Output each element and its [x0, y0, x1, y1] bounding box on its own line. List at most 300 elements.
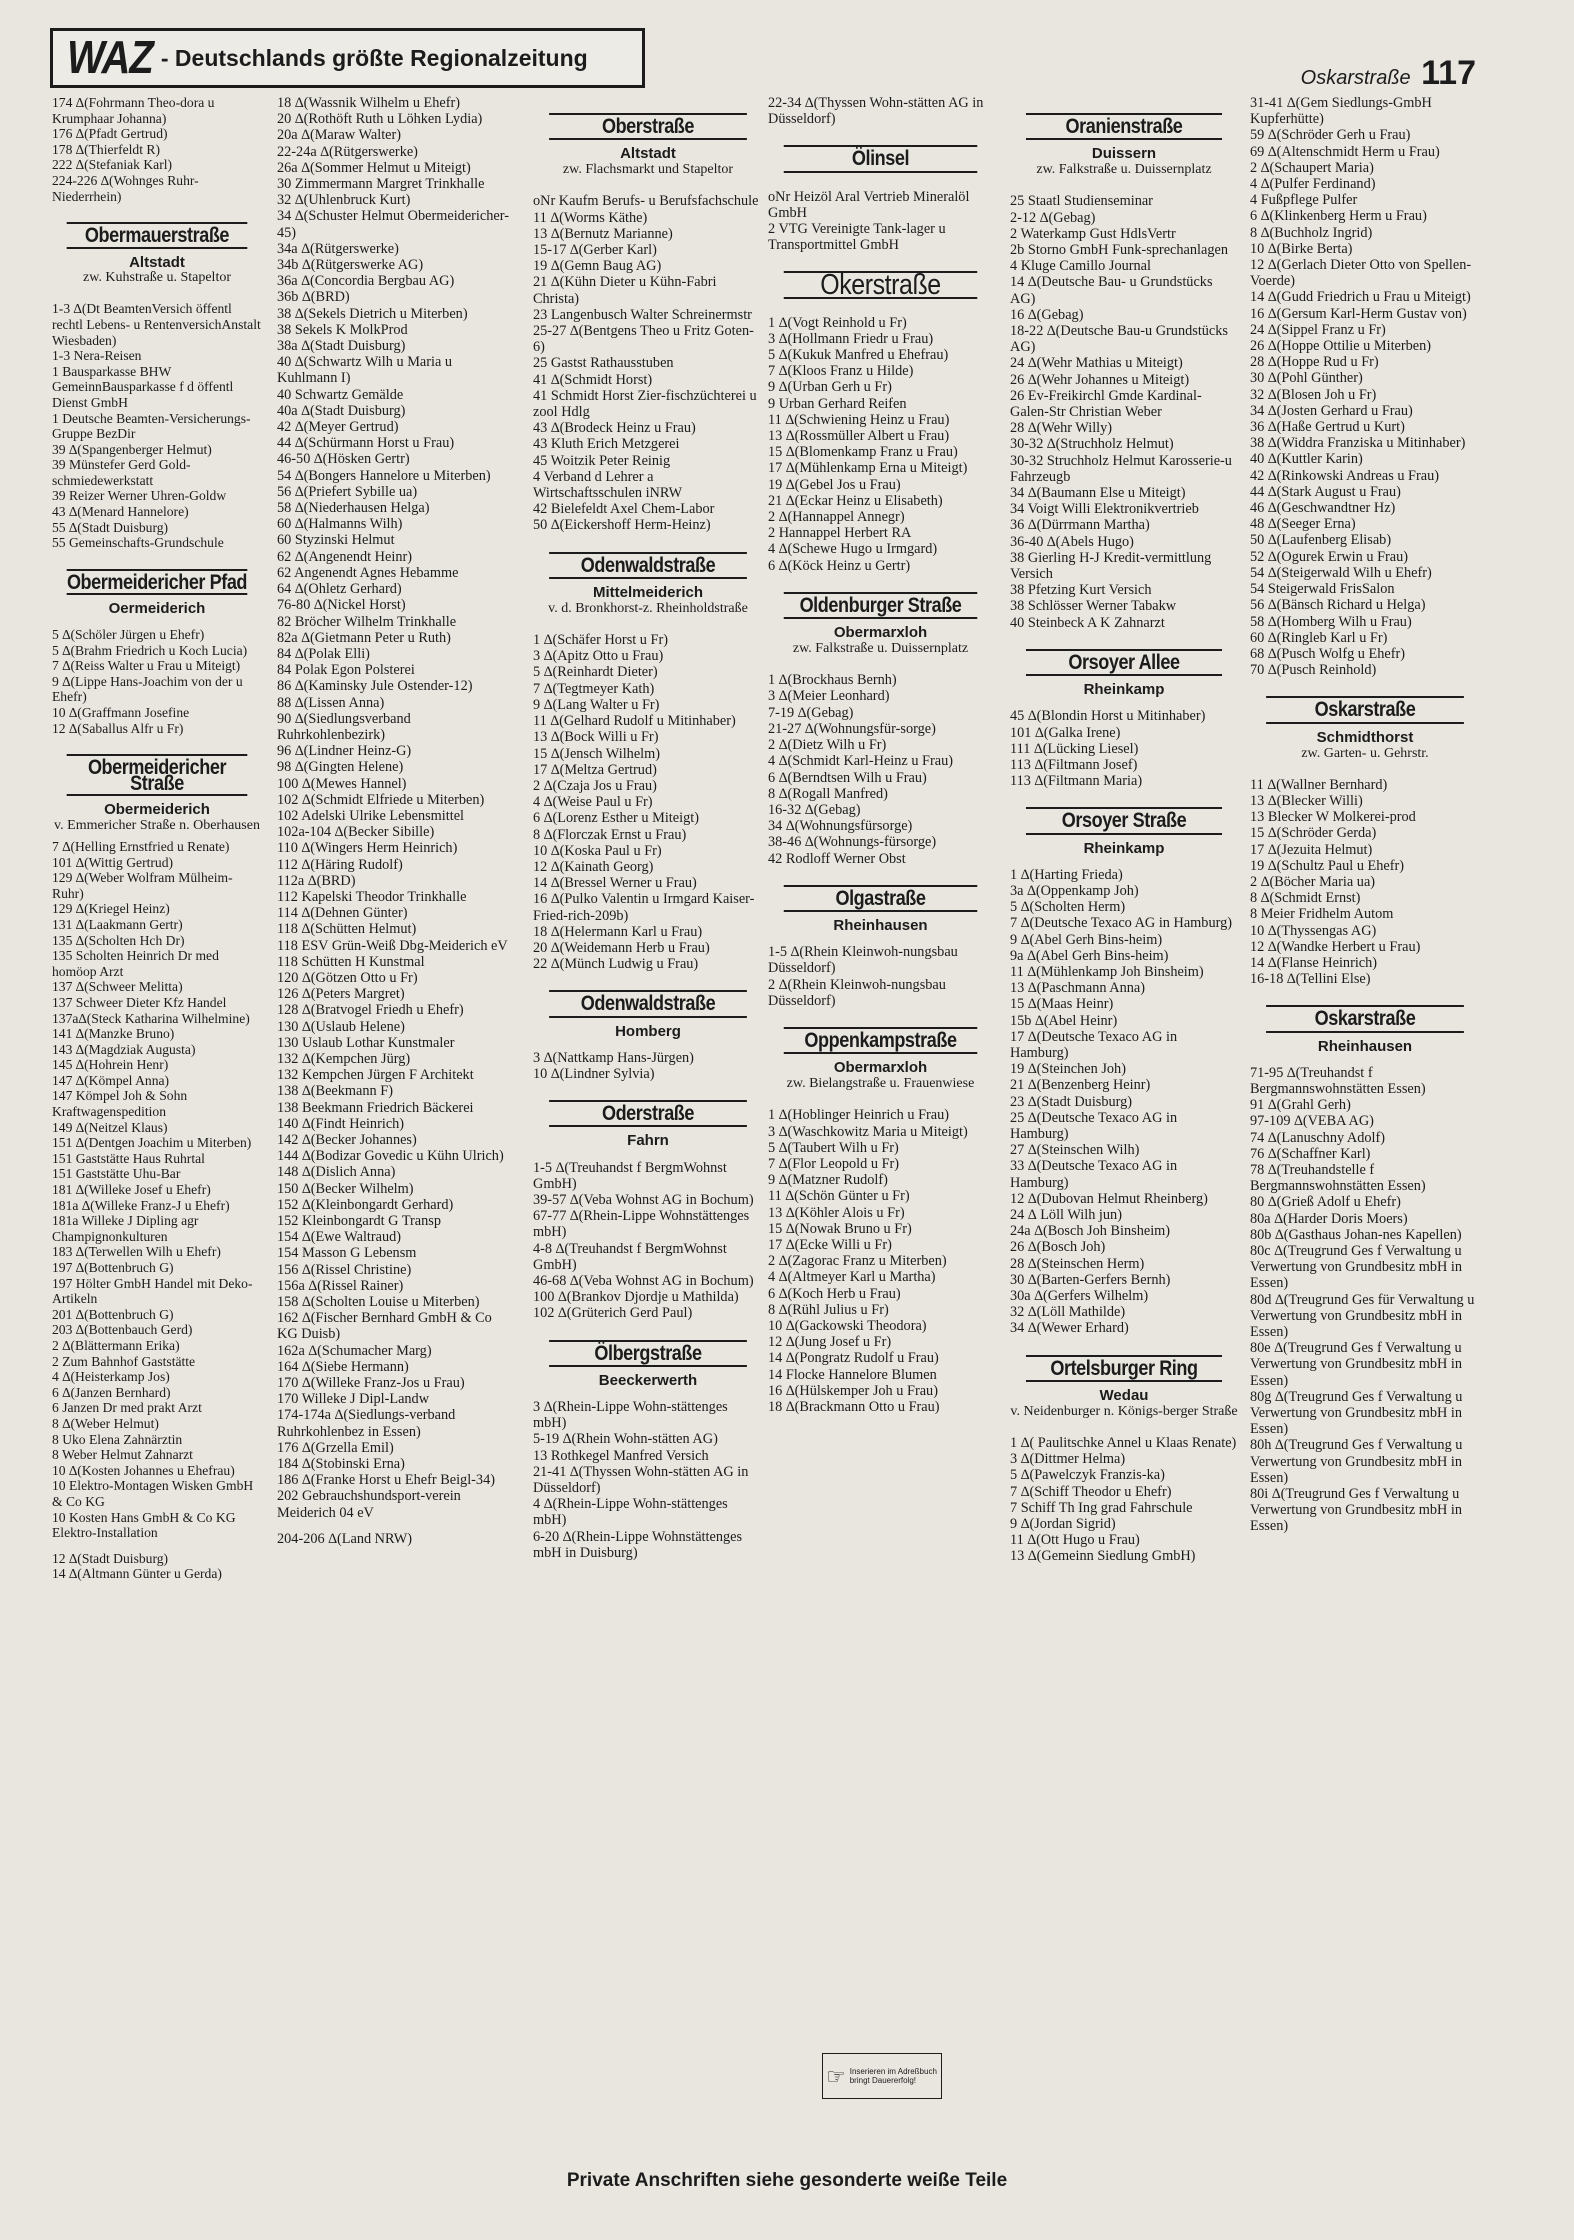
directory-entry: 148 ∆(Dislich Anna) — [277, 1164, 396, 1181]
directory-entry: 10 ∆(Lindner Sylvia) — [533, 1065, 655, 1082]
district-name: Obermarxloh — [833, 1059, 928, 1077]
directory-entry: 9 ∆(Abel Gerh Bins-heim) — [1010, 931, 1163, 948]
directory-entry: 23 ∆(Stadt Duisburg) — [1010, 1093, 1133, 1110]
directory-entry: 203 ∆(Bottenbauch Gerd) — [52, 1322, 193, 1338]
directory-entry: 6 ∆(Köck Heinz u Gertr) — [768, 557, 911, 574]
directory-entry: 32 ∆(Blosen Joh u Fr) — [1250, 386, 1377, 403]
directory-entry: 31-41 ∆(Gem Siedlungs-GmbH Kupferhütte) — [1250, 95, 1432, 128]
directory-entry: 22 ∆(Münch Ludwig u Frau) — [533, 956, 699, 973]
waz-logo: WAZ — [67, 32, 153, 83]
directory-entry: 6-20 ∆(Rhein-Lippe Wohnstättenges mbH in Duisburg) — [533, 1528, 743, 1561]
directory-entry: 9 ∆(Jordan Sigrid) — [1010, 1516, 1116, 1533]
directory-entry: 3 ∆(Apitz Otto u Frau) — [533, 648, 664, 665]
directory-entry: 48 ∆(Seeger Erna) — [1250, 516, 1356, 533]
directory-entry: 184 ∆(Stobinski Erna) — [277, 1456, 405, 1473]
spacer — [52, 617, 262, 627]
directory-entry: 80b ∆(Gasthaus Johan-nes Kapellen) — [1250, 1226, 1462, 1243]
spacer — [1010, 183, 1238, 193]
directory-column-5 — [1010, 95, 1238, 1565]
directory-entry: 1 ∆(Brockhaus Bernh) — [768, 672, 897, 689]
directory-entry: 28 ∆(Wehr Willy) — [1010, 420, 1113, 437]
directory-entry: 118 ESV Grün-Weiß Dbg-Meiderich eV — [277, 937, 508, 954]
directory-entry: 54 ∆(Steigerwald Wilh u Ehefr) — [1250, 564, 1432, 581]
directory-entry: 8 Weber Helmut Zahnarzt — [52, 1447, 193, 1463]
directory-entry: 14 ∆(Bressel Werner u Frau) — [533, 875, 697, 892]
spacer — [1010, 698, 1238, 708]
directory-entry: 1-3 ∆(Dt BeamtenVersich öffentl rechtl Lebens- u RentenversichAnstalt Wiesbaden) — [52, 301, 261, 348]
directory-entry: 149 ∆(Neitzel Klaus) — [52, 1119, 168, 1135]
directory-entry: 9a ∆(Abel Gerh Bins-heim) — [1010, 947, 1169, 964]
directory-entry: 20a ∆(Maraw Walter) — [277, 127, 402, 144]
street-heading: Oppenkampstraße — [784, 1027, 978, 1054]
directory-entry: 2 ∆(Czaja Jos u Frau) — [533, 777, 657, 794]
directory-entry: 13 ∆(Blecker Willi) — [1250, 792, 1363, 809]
directory-entry: 76 ∆(Schaffner Karl) — [1250, 1145, 1371, 1162]
district-name: Rheinkamp — [1083, 839, 1165, 857]
street-range-note: zw. Garten- u. Gehrstr. — [1301, 745, 1429, 761]
directory-entry: 224-226 ∆(Wohnges Ruhr-Niederrhein) — [52, 172, 199, 204]
directory-entry: 204-206 ∆(Land NRW) — [277, 1530, 413, 1547]
directory-entry: 80 ∆(Grieß Adolf u Ehefr) — [1250, 1194, 1401, 1211]
directory-entry: 6 Janzen Dr med prakt Arzt — [52, 1400, 202, 1416]
directory-entry: 174 ∆(Fohrmann Theo-dora u Krumphaar Johanna) — [52, 95, 215, 126]
street-range-note: v. Neidenburger n. Königs-berger Straße — [1010, 1404, 1238, 1420]
pointing-hand-icon: ☞ — [826, 2063, 846, 2089]
directory-entry: 14 ∆(Pongratz Rudolf u Frau) — [768, 1350, 939, 1367]
directory-entry: 34b ∆(Rütgerswerke AG) — [277, 257, 424, 274]
directory-entry: 55 Gemeinschafts-Grundschule — [52, 535, 224, 551]
street-range-note: zw. Falkstraße u. Duissernplatz — [1036, 162, 1212, 178]
directory-entry: 98 ∆(Gingten Helene) — [277, 759, 404, 776]
directory-entry: 38 Gierling H-J Kredit-vermittlung Versich — [1010, 549, 1212, 583]
directory-entry: 201 ∆(Bottenbruch G) — [52, 1306, 174, 1322]
directory-entry: 138 Beekmann Friedrich Bäckerei — [277, 1099, 474, 1116]
directory-entry: 6 ∆(Lorenz Esther u Miteigt) — [533, 810, 699, 827]
directory-entry: 17 ∆(Deutsche Texaco AG in Hamburg) — [1010, 1028, 1178, 1061]
directory-entry: 130 Uslaub Lothar Kunstmaler — [277, 1034, 455, 1051]
spacer — [768, 662, 993, 672]
directory-entry: 197 ∆(Bottenbruch G) — [52, 1260, 174, 1275]
directory-entry: 19 ∆(Gebel Jos u Frau) — [768, 476, 901, 493]
directory-entry: 1 ∆(Schäfer Horst u Fr) — [533, 632, 669, 649]
directory-entry: 78 ∆(Treuhandstelle f Bergmannswohnstätten Essen) — [1250, 1161, 1426, 1195]
directory-entry: 135 ∆(Scholten Hch Dr) — [52, 932, 185, 948]
directory-entry: 2b Storno GmbH Funk-sprechanlagen — [1010, 242, 1228, 259]
directory-entry: 43 ∆(Brodeck Heinz u Frau) — [533, 420, 696, 437]
spacer — [768, 179, 993, 189]
directory-entry: 156a ∆(Rissel Rainer) — [277, 1277, 404, 1294]
directory-entry: 58 ∆(Niederhausen Helga) — [277, 500, 430, 517]
directory-entry: 152 ∆(Kleinbongardt Gerhard) — [277, 1196, 454, 1213]
directory-entry: 60 ∆(Ringleb Karl u Fr) — [1250, 629, 1388, 646]
directory-entry: 4 Verband d Lehrer a Wirtschaftsschulen iNRW — [533, 468, 683, 502]
directory-entry: 4 ∆(Rhein-Lippe Wohn-stättenges mbH) — [533, 1496, 728, 1529]
directory-entry: 38 ∆(Widdra Franziska u Mitinhaber) — [1250, 435, 1466, 452]
directory-entry: 112a ∆(BRD) — [277, 872, 356, 889]
directory-entry: 26 ∆(Bosch Joh) — [1010, 1239, 1106, 1256]
directory-entry: 41 Schmidt Horst Zier-fischzüchterei u zool Hdlg — [533, 387, 757, 421]
directory-entry: 118 Schütten H Kunstmal — [277, 953, 425, 970]
street-heading: Okerstraße — [784, 271, 978, 298]
directory-entry: 12 ∆(Wandke Herbert u Frau) — [1250, 938, 1421, 955]
directory-entry: 112 ∆(Häring Rudolf) — [277, 856, 403, 873]
directory-entry: 114 ∆(Dehnen Günter) — [277, 905, 408, 922]
directory-entry: 42 Rodloff Werner Obst — [768, 850, 906, 867]
directory-entry: 9 ∆(Matzner Rudolf) — [768, 1172, 888, 1189]
directory-entry: 15-17 ∆(Gerber Karl) — [533, 242, 657, 259]
district-name: Rheinhausen — [1317, 1037, 1413, 1055]
directory-entry: 11 ∆(Worms Käthe) — [533, 209, 648, 226]
directory-column-1 — [52, 95, 262, 1582]
directory-entry: 16 ∆(Gebag) — [1010, 306, 1084, 323]
directory-entry: 15 ∆(Jensch Wilhelm) — [533, 745, 661, 762]
spacer — [1010, 1425, 1238, 1435]
spacer — [277, 1521, 515, 1531]
directory-entry: 17 ∆(Meltza Gertrud) — [533, 761, 657, 778]
advert-box — [822, 2053, 942, 2099]
directory-entry: 36 ∆(Dürrmann Martha) — [1010, 517, 1150, 534]
directory-entry: 62 ∆(Angenendt Heinr) — [277, 548, 412, 565]
directory-entry: 34 ∆(Baumann Else u Miteigt) — [1010, 485, 1186, 502]
directory-entry: 202 Gebrauchshundsport-verein Meiderich 04 eV — [277, 1488, 461, 1521]
directory-entry: 129 ∆(Kriegel Heinz) — [52, 901, 170, 917]
directory-entry: 62 Angenendt Agnes Hebamme — [277, 564, 459, 581]
directory-entry: oNr Heizöl Aral Vertrieb Mineralöl GmbH — [768, 188, 970, 221]
directory-entry: 3 ∆(Nattkamp Hans-Jürgen) — [533, 1049, 694, 1066]
page-number: 117 — [1421, 54, 1476, 92]
directory-entry: 21-41 ∆(Thyssen Wohn-stätten AG in Düsseldorf) — [533, 1463, 749, 1497]
directory-entry: 2 ∆(Zagorac Franz u Miterben) — [768, 1253, 947, 1270]
directory-entry: 80a ∆(Harder Doris Moers) — [1250, 1210, 1408, 1227]
directory-entry: 30 ∆(Pohl Günther) — [1250, 370, 1363, 387]
directory-column-3 — [533, 95, 763, 1561]
directory-entry: 7-19 ∆(Gebag) — [768, 704, 854, 721]
directory-entry: 36a ∆(Concordia Bergbau AG) — [277, 273, 455, 290]
district-name: Obermarxloh — [833, 624, 928, 642]
directory-entry: 4 ∆(Weise Paul u Fr) — [533, 794, 653, 811]
directory-entry: 16-18 ∆(Tellini Else) — [1250, 971, 1371, 988]
directory-entry: 38a ∆(Stadt Duisburg) — [277, 338, 406, 355]
directory-entry: 43 ∆(Menard Hannelore) — [52, 504, 189, 520]
directory-entry: 8 ∆(Buchholz Ingrid) — [1250, 224, 1373, 241]
directory-entry: 82a ∆(Gietmann Peter u Ruth) — [277, 629, 451, 646]
directory-entry: 19 ∆(Schultz Paul u Ehefr) — [1250, 857, 1405, 874]
directory-entry: 22-24a ∆(Rütgerswerke) — [277, 143, 418, 160]
directory-entry: 20 ∆(Weidemann Herb u Frau) — [533, 939, 710, 956]
district-name: Altstadt — [620, 145, 676, 163]
directory-entry: 181a Willeke J Dipling agr Champignonkulturen — [52, 1213, 199, 1244]
directory-entry: 111 ∆(Lücking Liesel) — [1010, 740, 1139, 757]
directory-entry: 10 Elektro-Montagen Wisken GmbH & Co KG — [52, 1478, 254, 1509]
street-heading: Orsoyer Allee — [1026, 649, 1222, 676]
directory-entry: 129 ∆(Weber Wolfram Mülheim-Ruhr) — [52, 870, 233, 901]
spacer — [768, 305, 993, 315]
directory-entry: 4-8 ∆(Treuhandst f BergmWohnst GmbH) — [533, 1240, 727, 1273]
directory-entry: 158 ∆(Scholten Louise u Miterben) — [277, 1294, 480, 1311]
directory-entry: 45 ∆(Blondin Horst u Mitinhaber) — [1010, 708, 1206, 725]
directory-entry: 100 ∆(Brankov Djordje u Mathilda) — [533, 1289, 739, 1306]
district-name: Altstadt — [129, 253, 185, 271]
directory-entry: 2 Hannappel Herbert RA — [768, 525, 912, 542]
district-name: Beeckerwerth — [598, 1371, 698, 1389]
directory-entry: 12 ∆(Stadt Duisburg) — [52, 1550, 169, 1566]
directory-entry: 6 ∆(Janzen Bernhard) — [52, 1384, 171, 1400]
directory-entry: 1 ∆(Vogt Reinhold u Fr) — [768, 314, 907, 331]
directory-entry: 151 Gaststätte Haus Ruhrtal — [52, 1150, 205, 1166]
street-heading: Odenwaldstraße — [549, 990, 747, 1017]
directory-entry: 13 ∆(Paschmann Anna) — [1010, 980, 1146, 997]
directory-entry: 2 Waterkamp Gust HdlsVertr — [1010, 225, 1176, 242]
directory-entry: 4 Kluge Camillo Journal — [1010, 258, 1151, 275]
directory-entry: 3 ∆(Rhein-Lippe Wohn-stättenges mbH) — [533, 1399, 728, 1432]
directory-entry: 80e ∆(Treugrund Ges f Verwaltung u Verwertung von Grundbesitz mbH in Essen) — [1250, 1340, 1463, 1389]
advert-text: Inserieren im Adreßbuch bringt Dauererfolg! — [849, 2067, 937, 2085]
directory-entry: 13 ∆(Rossmüller Albert u Frau) — [768, 428, 950, 445]
directory-entry: 41 ∆(Schmidt Horst) — [533, 371, 653, 388]
directory-entry: 4 ∆(Schmidt Karl-Heinz u Frau) — [768, 753, 954, 770]
directory-entry: oNr Kaufm Berufs- u Berufsfachschule — [533, 193, 759, 210]
directory-entry: 38 Pfetzing Kurt Versich — [1010, 582, 1152, 599]
directory-entry: 110 ∆(Wingers Herm Heinrich) — [277, 840, 458, 857]
directory-entry: 140 ∆(Findt Heinrich) — [277, 1115, 405, 1132]
directory-entry: 4 ∆(Pulfer Ferdinand) — [1250, 176, 1376, 193]
directory-entry: 162 ∆(Fischer Bernhard GmbH & Co KG Duisb) — [277, 1310, 492, 1343]
directory-entry: 84 Polak Egon Polsterei — [277, 662, 415, 679]
directory-entry: 2 VTG Vereinigte Tank-lager u Transportmittel GmbH — [768, 221, 946, 254]
street-range-note: zw. Bielangstraße u. Frauenwiese — [786, 1076, 975, 1092]
directory-entry: 4 ∆(Schewe Hugo u Irmgard) — [768, 541, 938, 558]
directory-entry: 9 Urban Gerhard Reifen — [768, 395, 907, 412]
directory-entry: 143 ∆(Magdziak Augusta) — [52, 1041, 196, 1057]
directory-entry: 67-77 ∆(Rhein-Lippe Wohnstättenges mbH) — [533, 1208, 750, 1241]
directory-entry: 113 ∆(Filtmann Maria) — [1010, 773, 1143, 790]
directory-entry: 45 Woitzik Peter Reinig — [533, 452, 671, 469]
directory-entry: 12 ∆(Dubovan Helmut Rheinberg) — [1010, 1190, 1208, 1207]
directory-entry: 80g ∆(Treugrund Ges f Verwaltung u Verwertung von Grundbesitz mbH in Essen) — [1250, 1388, 1463, 1438]
directory-entry: 13 ∆(Bock Willi u Fr) — [533, 729, 659, 746]
directory-entry: 10 ∆(Gackowski Theodora) — [768, 1317, 927, 1334]
directory-entry: 16-32 ∆(Gebag) — [768, 801, 861, 818]
street-heading: Olgastraße — [784, 885, 978, 912]
directory-entry: 113 ∆(Filtmann Josef) — [1010, 756, 1138, 773]
directory-entry: 13 ∆(Köhler Alois u Fr) — [768, 1204, 905, 1221]
street-heading: Ölinsel — [784, 145, 978, 172]
street-heading: Oldenburger Straße — [784, 592, 978, 619]
directory-entry: 39-57 ∆(Veba Wohnst AG in Bochum) — [533, 1191, 754, 1208]
directory-entry: 30 ∆(Barten-Gerfers Bernh) — [1010, 1271, 1171, 1288]
directory-entry: 2 ∆(Schaupert Maria) — [1250, 159, 1374, 176]
directory-entry: 1 ∆(Harting Frieda) — [1010, 866, 1123, 883]
directory-entry: 38-46 ∆(Wohnungs-fürsorge) — [768, 834, 937, 851]
directory-entry: 2 ∆(Dietz Wilh u Fr) — [768, 737, 887, 754]
directory-entry: 33 ∆(Deutsche Texaco AG in Hamburg) — [1010, 1158, 1178, 1191]
directory-entry: 7 ∆(Flor Leopold u Fr) — [768, 1155, 900, 1172]
directory-entry: 11 ∆(Ott Hugo u Frau) — [1010, 1532, 1140, 1549]
directory-entry: 25 ∆(Deutsche Texaco AG in Hamburg) — [1010, 1109, 1178, 1142]
directory-entry: 34 Voigt Willi Elektronikvertrieb — [1010, 501, 1199, 518]
directory-entry: 46-50 ∆(Hösken Gertr) — [277, 451, 410, 468]
directory-entry: 54 Steigerwald FrisSalon — [1250, 581, 1395, 598]
directory-entry: 176 ∆(Pfadt Gertrud) — [52, 126, 168, 142]
directory-entry: 21-27 ∆(Wohnungsfür-sorge) — [768, 720, 936, 737]
directory-entry: 58 ∆(Homberg Wilh u Frau) — [1250, 613, 1412, 630]
directory-entry: 18 ∆(Brackmann Otto u Frau) — [768, 1399, 940, 1415]
directory-entry: 2 ∆(Böcher Maria ua) — [1250, 873, 1376, 890]
directory-entry: 46-68 ∆(Veba Wohnst AG in Bochum) — [533, 1272, 754, 1289]
directory-entry: 80i ∆(Treugrund Ges f Verwaltung u Verwertung von Grundbesitz mbH in Essen) — [1250, 1486, 1463, 1535]
directory-entry: 2 ∆(Rhein Kleinwoh-nungsbau Düsseldorf) — [768, 976, 946, 1009]
directory-entry: 88 ∆(Lissen Anna) — [277, 694, 385, 711]
district-name: Duissern — [1091, 145, 1157, 163]
directory-entry: 144 ∆(Bodizar Govedic u Kühn Ulrich) — [277, 1148, 504, 1165]
directory-column-4 — [768, 95, 993, 1415]
directory-entry: 101 ∆(Galka Irene) — [1010, 724, 1121, 741]
directory-entry: 14 ∆(Deutsche Bau- u Grundstücks AG) — [1010, 274, 1213, 307]
street-range-note: v. Emmericher Straße n. Oberhausen — [54, 817, 260, 833]
directory-entry: 74 ∆(Lanuschny Adolf) — [1250, 1129, 1386, 1146]
street-heading: Obermauerstraße — [67, 222, 248, 249]
directory-entry: 2-12 ∆(Gebag) — [1010, 209, 1096, 226]
directory-entry: 21 ∆(Kühn Dieter u Kühn-Fabri Christa) — [533, 274, 717, 307]
directory-entry: 40a ∆(Stadt Duisburg) — [277, 402, 406, 419]
street-heading: Ortelsburger Ring — [1026, 1355, 1222, 1382]
directory-entry: 34 ∆(Josten Gerhard u Frau) — [1250, 402, 1413, 419]
directory-entry: 27 ∆(Steinschen Wilh) — [1010, 1142, 1140, 1159]
street-heading: Obermeidericher Pfad — [66, 570, 248, 594]
street-heading: Odenwaldstraße — [549, 552, 747, 579]
directory-entry: 181a ∆(Willeke Franz-J u Ehefr) — [52, 1197, 230, 1213]
directory-entry: 55 ∆(Stadt Duisburg) — [52, 519, 169, 535]
directory-entry: 59 ∆(Schröder Gerh u Frau) — [1250, 127, 1411, 144]
directory-entry: 16 ∆(Gersum Karl-Herm Gustav von) — [1250, 305, 1467, 322]
directory-entry: 5 ∆(Reinhardt Dieter) — [533, 664, 658, 681]
directory-entry: 1 Deutsche Beamten-Versicherungs-Gruppe BezDir — [52, 410, 251, 442]
directory-entry: 142 ∆(Becker Johannes) — [277, 1132, 417, 1148]
directory-entry: 222 ∆(Stefaniak Karl) — [52, 157, 173, 173]
directory-entry: 170 Willeke J Dipl-Landw — [277, 1391, 430, 1408]
directory-entry: 126 ∆(Peters Margret) — [277, 986, 405, 1003]
directory-entry: 20 ∆(Rothöft Ruth u Löhken Lydia) — [277, 111, 483, 128]
directory-entry: 9 ∆(Lang Walter u Fr) — [533, 696, 660, 713]
directory-entry: 130 ∆(Uslaub Helene) — [277, 1018, 405, 1035]
directory-entry: 5 ∆(Scholten Herm) — [1010, 899, 1126, 916]
directory-entry: 154 ∆(Ewe Waltraud) — [277, 1229, 402, 1246]
directory-entry: 3 ∆(Hollmann Friedr u Frau) — [768, 330, 934, 347]
directory-entry: 174-174a ∆(Siedlungs-verband Ruhrkohlenbez in Essen) — [277, 1407, 456, 1440]
directory-entry: 8 ∆(Weber Helmut) — [52, 1415, 159, 1431]
directory-entry: 137 Schweer Dieter Kfz Handel — [52, 994, 227, 1010]
directory-entry: 32 ∆(Löll Mathilde) — [1010, 1304, 1126, 1321]
directory-entry: 102 Adelski Ulrike Lebensmittel — [277, 807, 465, 824]
directory-entry: 10 ∆(Koska Paul u Fr) — [533, 842, 662, 859]
directory-entry: 131 ∆(Laakmann Gertr) — [52, 916, 183, 932]
directory-entry: 56 ∆(Priefert Sybille ua) — [277, 483, 418, 500]
directory-entry: 28 ∆(Steinschen Herm) — [1010, 1255, 1145, 1272]
directory-entry: 12 ∆(Jung Josef u Fr) — [768, 1334, 892, 1351]
directory-entry: 30-32 ∆(Struchholz Helmut) — [1010, 436, 1174, 453]
district-name: Rheinhausen — [833, 916, 928, 934]
directory-entry: 11 ∆(Wallner Bernhard) — [1250, 776, 1388, 793]
directory-entry: 24 ∆ Löll Wilh jun) — [1010, 1206, 1122, 1223]
directory-entry: 90 ∆(Siedlungsverband Ruhrkohlenbezirk) — [277, 710, 411, 743]
directory-column-6 — [1250, 95, 1480, 1535]
directory-entry: 14 ∆(Flanse Heinrich) — [1250, 954, 1378, 971]
district-name: Wedau — [1099, 1386, 1149, 1404]
spacer — [1010, 857, 1238, 867]
directory-entry: 71-95 ∆(Treuhandst f Bergmannswohnstätten Essen) — [1250, 1064, 1426, 1097]
directory-entry: 183 ∆(Terwellen Wilh u Ehefr) — [52, 1244, 221, 1260]
directory-entry: 2 ∆(Hannappel Annegr) — [768, 509, 905, 526]
directory-entry: 8 ∆(Rogall Manfred) — [768, 785, 888, 802]
spacer — [1250, 1055, 1480, 1065]
directory-column-2 — [277, 95, 515, 1547]
page-header — [1301, 54, 1476, 93]
directory-entry: 19 ∆(Gemn Baug AG) — [533, 258, 662, 275]
directory-entry: 11 ∆(Schön Günter u Fr) — [768, 1188, 910, 1205]
directory-entry: 102a-104 ∆(Becker Sibille) — [277, 824, 435, 841]
directory-entry: 176 ∆(Grzella Emil) — [277, 1439, 394, 1456]
directory-entry: 102 ∆(Schmidt Elfriede u Miterben) — [277, 791, 485, 808]
directory-entry: 64 ∆(Ohletz Gerhard) — [277, 581, 402, 598]
spacer — [1250, 767, 1480, 777]
directory-entry: 5-19 ∆(Rhein Wohn-stätten AG) — [533, 1431, 718, 1448]
directory-entry: 80c ∆(Treugrund Ges f Verwaltung u Verwertung von Grundbesitz mbH in Essen) — [1250, 1243, 1463, 1292]
directory-entry: 6 ∆(Berndtsen Wilh u Frau) — [768, 769, 927, 786]
directory-entry: 30 Zimmermann Margret Trinkhalle — [277, 176, 485, 193]
directory-entry: 1 Bausparkasse BHW GemeinnBausparkasse f d öffentl Dienst GmbH — [52, 363, 234, 410]
directory-entry: 24 ∆(Sippel Franz u Fr) — [1250, 321, 1386, 338]
district-name: Schmidthorst — [1316, 728, 1414, 746]
directory-entry: 15 ∆(Nowak Bruno u Fr) — [768, 1220, 912, 1237]
directory-entry: 42 ∆(Meyer Gertrud) — [277, 419, 399, 436]
directory-entry: 11 ∆(Gelhard Rudolf u Mitinhaber) — [533, 713, 736, 730]
directory-entry: 34 ∆(Schuster Helmut Obermeidericher-45) — [277, 208, 509, 241]
directory-entry: 8 ∆(Florczak Ernst u Frau) — [533, 826, 687, 843]
directory-entry: 15 ∆(Maas Heinr) — [1010, 996, 1114, 1013]
directory-entry: 145 ∆(Hohrein Henr) — [52, 1057, 169, 1073]
district-name: Fahrn — [627, 1132, 669, 1150]
directory-entry: 118 ∆(Schütten Helmut) — [277, 921, 417, 938]
directory-entry: 7 Schiff Th Ing grad Fahrschule — [1010, 1499, 1193, 1516]
directory-entry: 16 ∆(Pulko Valentin u Irmgard Kaiser-Fried-rich-209b) — [533, 891, 755, 924]
district-name: Obermeiderich — [104, 801, 210, 819]
directory-entry: 26 Ev-Freikirchl Gmde Kardinal-Galen-Str Christian Weber — [1010, 387, 1202, 421]
directory-entry: 3 ∆(Meier Leonhard) — [768, 688, 890, 705]
directory-entry: 11 ∆(Schwiening Heinz u Frau) — [768, 411, 950, 428]
directory-entry: 86 ∆(Kaminsky Jule Ostender-12) — [277, 678, 473, 695]
directory-entry: 100 ∆(Mewes Hannel) — [277, 775, 407, 792]
directory-entry: 170 ∆(Willeke Franz-Jos u Frau) — [277, 1375, 465, 1392]
directory-entry: 16 ∆(Hülskemper Joh u Frau) — [768, 1382, 938, 1399]
directory-entry: 26 ∆(Wehr Johannes u Miteigt) — [1010, 371, 1190, 388]
directory-entry: 7 ∆(Reiss Walter u Frau u Miteigt) — [52, 658, 241, 674]
directory-entry: 5 ∆(Brahm Friedrich u Koch Lucia) — [52, 642, 248, 658]
directory-entry: 1-3 Nera-Reisen — [52, 348, 142, 364]
directory-entry: 39 Reizer Werner Uhren-Goldw — [52, 488, 227, 504]
directory-entry: 132 ∆(Kempchen Jürg) — [277, 1050, 411, 1067]
directory-entry: 82 Bröcher Wilhelm Trinkhalle — [277, 613, 457, 630]
directory-entry: 17 ∆(Jezuita Helmut) — [1250, 841, 1373, 858]
directory-entry: 1 ∆( Paulitschke Annel u Klaas Renate) — [1010, 1435, 1237, 1452]
directory-entry: 68 ∆(Pusch Wolfg u Ehefr) — [1250, 645, 1406, 662]
directory-entry: 12 ∆(Saballus Alfr u Fr) — [52, 720, 184, 736]
directory-entry: 128 ∆(Bratvogel Friedh u Ehefr) — [277, 1002, 464, 1019]
directory-entry: 21 ∆(Eckar Heinz u Elisabeth) — [768, 492, 943, 509]
directory-entry: 147 Kömpel Joh & Sohn Kraftwagenspedition — [52, 1088, 188, 1120]
footer-note: Private Anschriften siehe gesonderte weiße Teile — [566, 2170, 1008, 2191]
directory-entry: 4 Fußpflege Pulfer — [1250, 192, 1358, 209]
directory-entry: 1-5 ∆(Rhein Kleinwoh-nungsbau Düsseldorf) — [768, 944, 958, 977]
